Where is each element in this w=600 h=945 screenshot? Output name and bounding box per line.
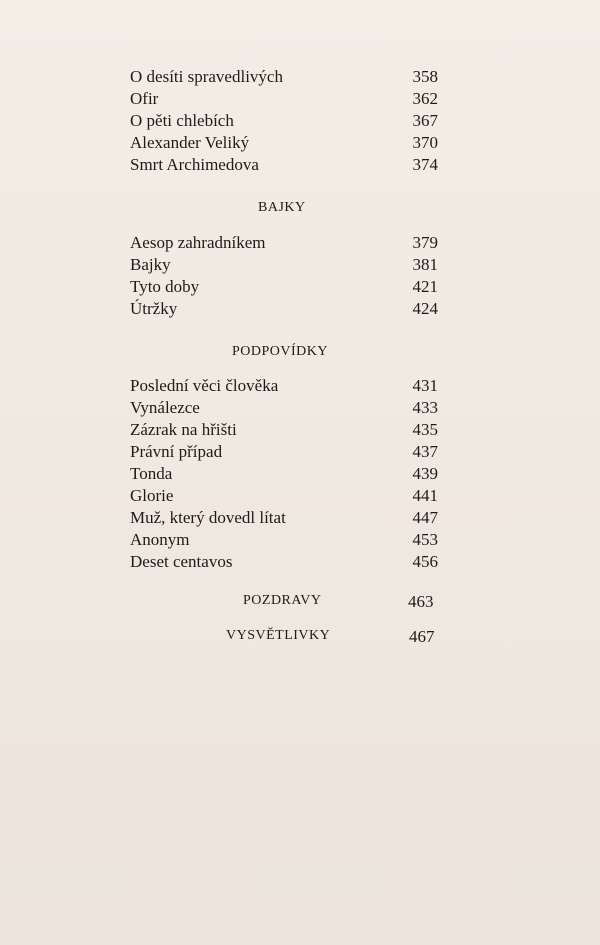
entry-title: Ofir xyxy=(130,89,159,108)
section-heading-pozdravy: POZDRAVY xyxy=(243,593,322,608)
toc-entry xyxy=(130,298,438,320)
entry-title: Tonda xyxy=(130,464,173,483)
entry-page: 435 xyxy=(412,420,438,439)
toc-entry xyxy=(130,485,438,507)
entry-title: Glorie xyxy=(130,486,174,505)
toc-entry xyxy=(130,419,438,441)
section-heading-bajky: BAJKY xyxy=(258,200,306,215)
entry-title: Zázrak na hřišti xyxy=(130,420,237,439)
toc-entry xyxy=(130,551,438,573)
toc-entry xyxy=(130,507,438,529)
toc-entry xyxy=(130,276,438,298)
toc-entry xyxy=(130,463,438,485)
toc-entry xyxy=(130,254,438,276)
entry-title: Tyto doby xyxy=(130,277,200,296)
entry-title: Bajky xyxy=(130,255,171,274)
entry-page: 379 xyxy=(412,233,438,252)
entry-page: 437 xyxy=(412,442,438,461)
toc-entry xyxy=(130,232,438,254)
entry-page: 374 xyxy=(412,155,438,174)
entry-page: 421 xyxy=(412,277,438,296)
toc-entry xyxy=(130,397,438,419)
entry-title: Poslední věci člověka xyxy=(130,376,279,395)
entry-page: 362 xyxy=(412,89,438,108)
entry-page: 433 xyxy=(412,398,438,417)
entry-page: 441 xyxy=(412,486,438,505)
entry-page: 370 xyxy=(412,133,438,152)
entry-page: 424 xyxy=(412,299,438,318)
entry-page: 456 xyxy=(412,552,438,571)
toc-entry xyxy=(130,110,438,132)
toc-entry xyxy=(130,441,438,463)
entry-title: Právní případ xyxy=(130,442,223,461)
entry-title: O pěti chlebích xyxy=(130,111,234,130)
toc-entry xyxy=(130,529,438,551)
entry-title: Anonym xyxy=(130,530,190,549)
entry-page: 447 xyxy=(412,508,438,527)
toc-entry xyxy=(130,132,438,154)
entry-page: 431 xyxy=(412,376,438,395)
entry-title: Alexander Veliký xyxy=(130,133,250,152)
section-heading-podpovidky: PODPOVÍDKY xyxy=(232,344,329,359)
entry-title: Aesop zahradníkem xyxy=(130,233,266,252)
entry-title: Útržky xyxy=(130,299,178,318)
toc-entry xyxy=(130,88,438,110)
toc-entry xyxy=(130,375,438,397)
entry-page: 439 xyxy=(412,464,438,483)
entry-title: Vynálezce xyxy=(130,398,200,417)
section-heading-vysvetlivky: VYSVĚTLIVKY xyxy=(226,628,331,643)
entry-page: 367 xyxy=(412,111,438,130)
entry-title: Muž, který dovedl lítat xyxy=(130,508,286,527)
entry-page: 381 xyxy=(412,255,438,274)
toc-entry xyxy=(130,154,438,176)
entry-title: Deset centavos xyxy=(130,552,233,571)
toc-entry xyxy=(130,66,438,88)
entry-page: 358 xyxy=(412,67,438,86)
entry-page: 453 xyxy=(412,530,438,549)
entry-title: Smrt Archimedova xyxy=(130,155,259,174)
vysvetlivky-page: 467 xyxy=(409,627,435,646)
pozdravy-page: 463 xyxy=(408,592,434,611)
entry-title: O desíti spravedlivých xyxy=(130,67,283,86)
